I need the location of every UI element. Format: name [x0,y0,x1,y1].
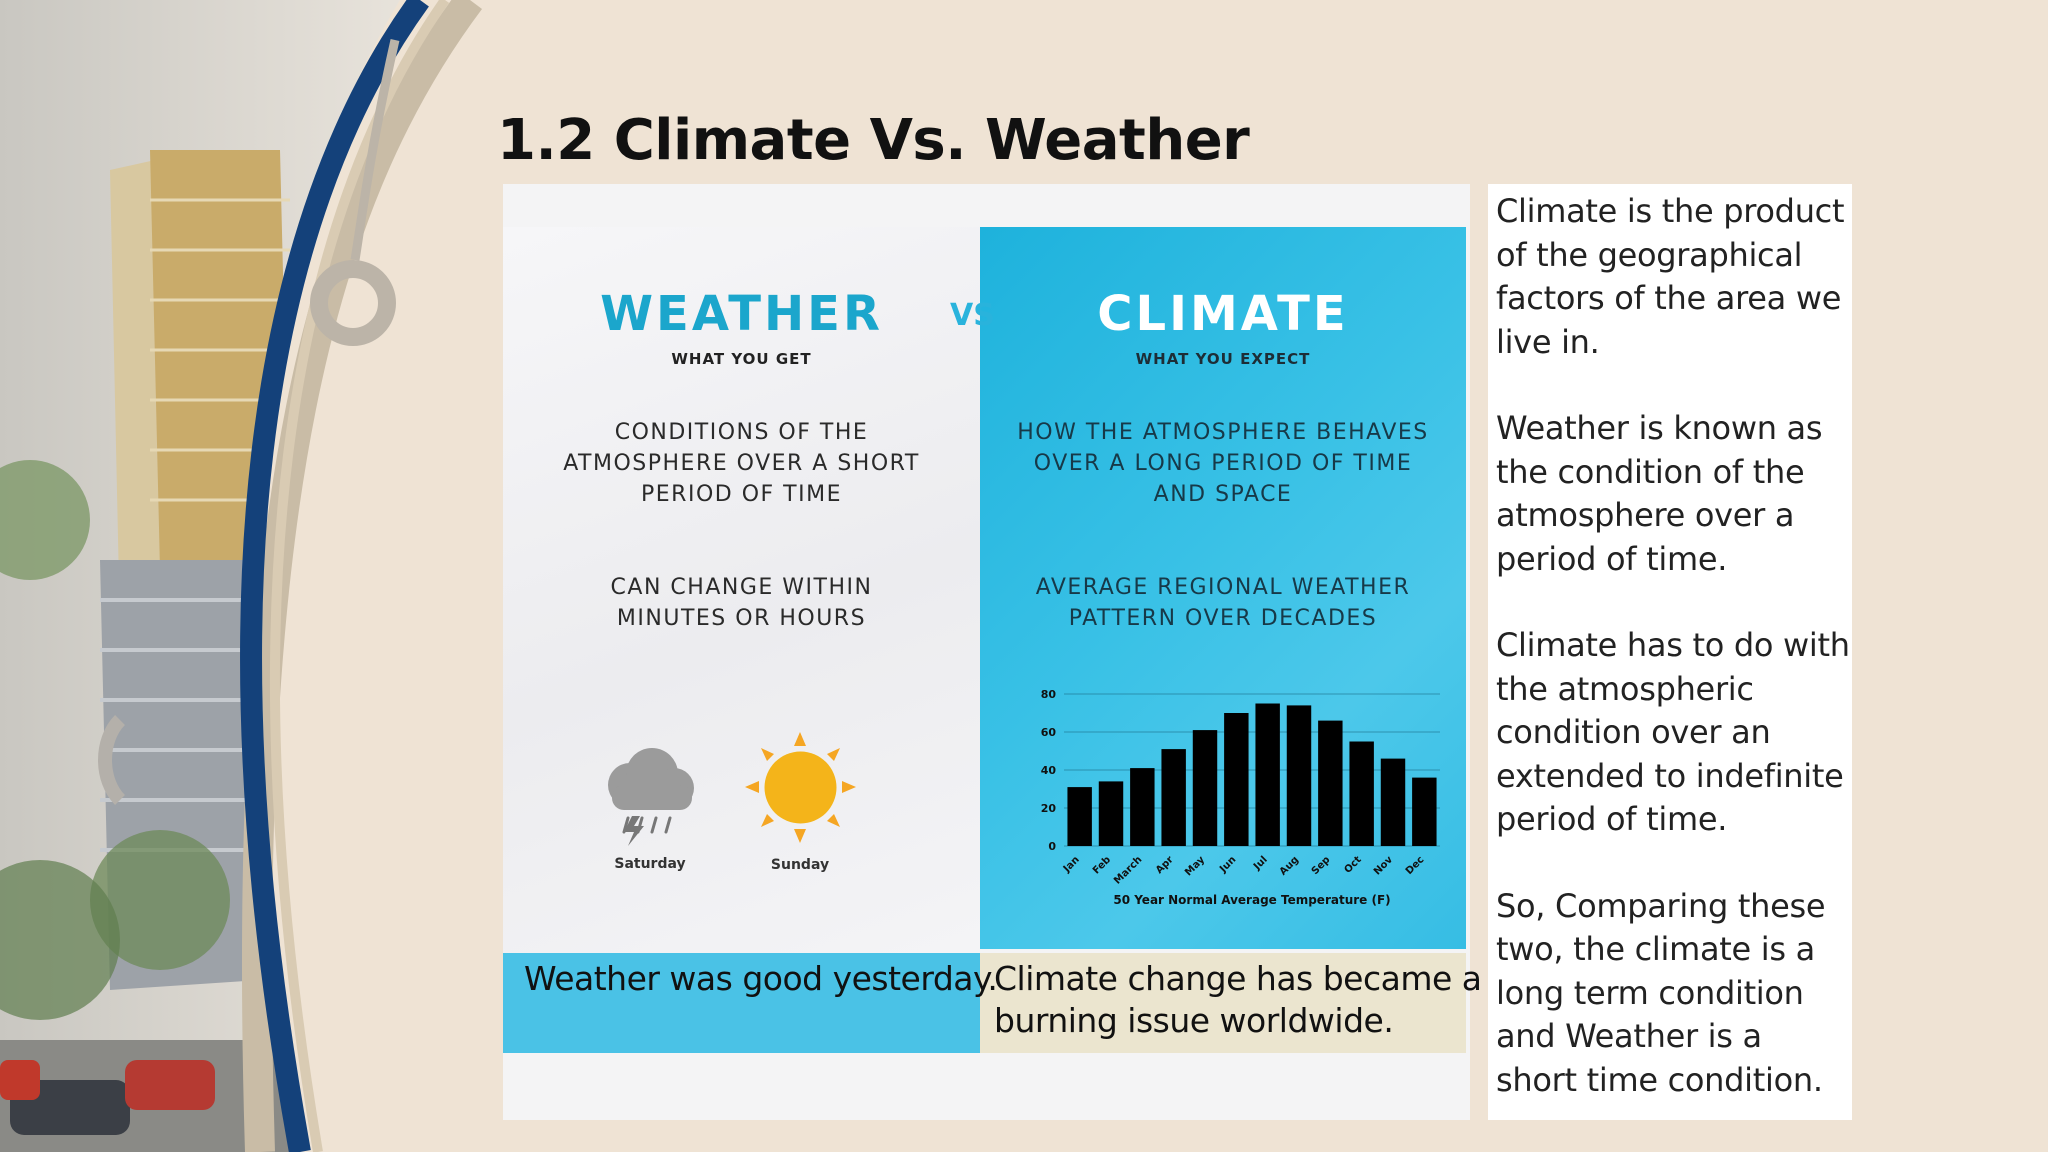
chart-x-tick-label: Oct [1342,854,1364,876]
climate-caption-line-2: burning issue worldwide. [994,1001,1394,1040]
chart-x-tick-label: March [1112,854,1145,887]
chart-bar [1193,730,1217,846]
chart-bar [1161,749,1185,846]
note-weather-definition: Weather is known as the condition of the atmosphere over a period of time. [1496,409,1823,578]
climate-pattern: AVERAGE REGIONAL WEATHER PATTERN OVER DECADES [1035,575,1411,631]
chart-x-axis-label: 50 Year Normal Average Temperature (F) [1113,893,1391,907]
weather-subheading: WHAT YOU GET [671,350,812,368]
weather-definition: CONDITIONS OF THE ATMOSPHERE OVER A SHORT PERIOD OF TIME [563,420,920,507]
chart-y-tick-label: 60 [1040,726,1056,739]
storm-cloud-icon [590,740,710,850]
chart-x-tick-label: Feb [1090,854,1114,877]
climate-heading: CLIMATE [1097,286,1349,342]
note-climate-definition: Climate is the product of the geographical factors of the area we live in. [1496,192,1845,361]
climate-subheading: WHAT YOU EXPECT [1135,350,1311,368]
chart-y-tick-label: 0 [1048,840,1056,853]
chart-bar [1255,704,1279,847]
note-climate-duration: Climate has to do with the atmospheric condition over an extended to indefinite period of time. [1496,626,1850,838]
chart-x-tick-label: Sep [1309,854,1333,878]
chart-bar [1412,778,1436,846]
chart-bar [1067,787,1091,846]
chart-y-tick-label: 40 [1040,764,1056,777]
chart-x-tick-label: Apr [1153,854,1176,877]
slide-title: 1.2 Climate Vs. Weather [497,108,1250,173]
chart-y-tick-label: 80 [1040,688,1056,701]
chart-bar [1287,705,1311,846]
notes-text [1496,190,1852,1145]
weather-duration: CAN CHANGE WITHIN MINUTES OR HOURS [610,575,873,631]
vs-label: VS [950,298,995,333]
chart-bar [1224,713,1248,846]
temperature-bar-chart [1030,680,1450,920]
note-comparison: So, Comparing these two, the climate is a long term condition and Weather is a short time condition. [1496,886,1826,1099]
sun-icon [743,730,858,845]
climate-caption-line-1: Climate change has became a [994,959,1482,998]
chart-bar [1099,781,1123,846]
saturday-label: Saturday [614,856,686,872]
chart-y-tick-label: 20 [1040,802,1056,815]
weather-heading: WEATHER [600,286,883,342]
chart-x-tick-label: May [1183,854,1208,879]
weather-caption: Weather was good yesterday. [524,959,998,998]
chart-x-tick-label: Jan [1061,854,1082,875]
chart-bar [1130,768,1154,846]
chart-bar [1318,721,1342,846]
chart-x-tick-label: Jul [1251,854,1270,873]
chart-x-tick-label: Dec [1403,854,1427,877]
chart-bar [1349,742,1373,847]
climate-definition: HOW THE ATMOSPHERE BEHAVES OVER A LONG PERIOD OF TIME AND SPACE [1017,420,1429,507]
sunday-label: Sunday [770,857,830,873]
chart-x-tick-label: Jun [1217,854,1239,875]
chart-bar [1381,759,1405,846]
chart-x-tick-label: Aug [1277,854,1302,878]
chart-x-tick-label: Nov [1371,854,1396,878]
